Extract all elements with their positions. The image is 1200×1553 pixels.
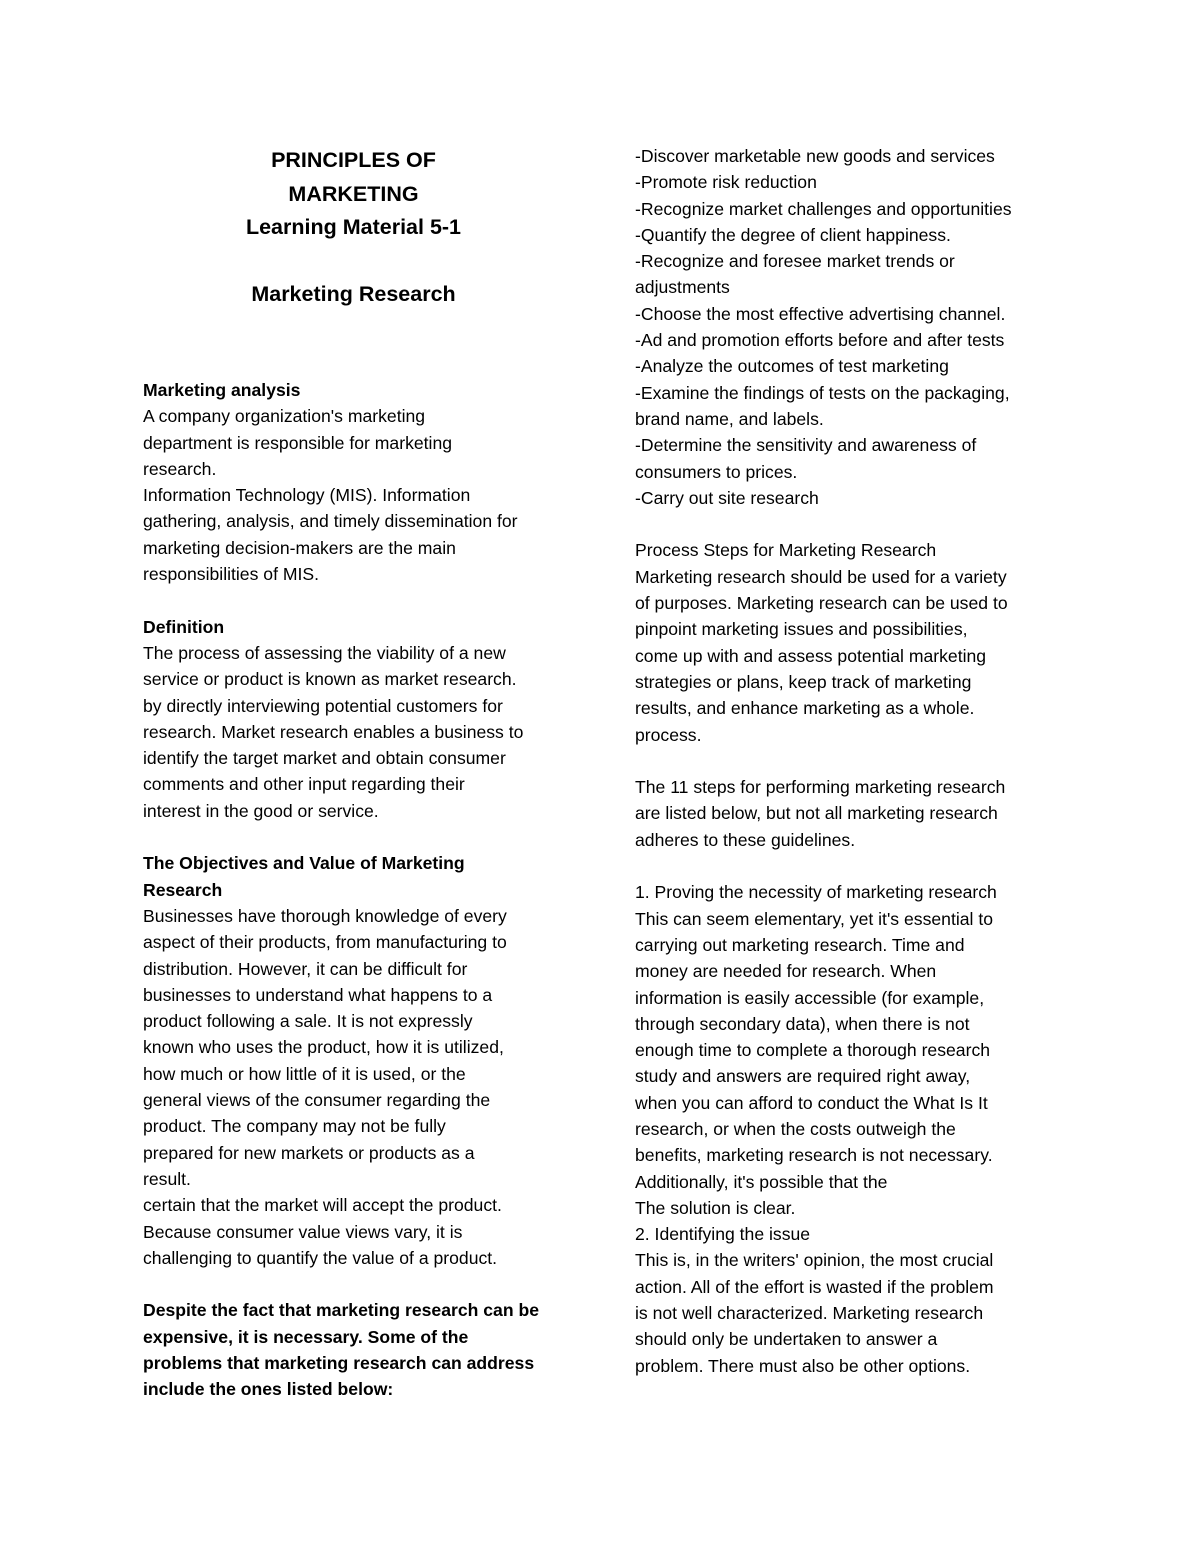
section-process-steps [635, 537, 1075, 747]
section-step-1 [635, 879, 1075, 1221]
right-column [635, 143, 1075, 1379]
text-line: information is easily accessible (for example, [635, 987, 985, 1008]
section-heading: Marketing analysis [143, 380, 301, 400]
list-item: brand name, and labels. [635, 408, 824, 429]
list-item: -Examine the findings of tests on the packaging, [635, 382, 1010, 403]
text-line: problems that marketing research can address [143, 1352, 535, 1373]
text-line: identify the target market and obtain consumer [143, 748, 506, 769]
text-line: how much or how little of it is used, or the [143, 1063, 466, 1084]
text-line: Businesses have thorough knowledge of every [143, 905, 507, 926]
text-line: certain that the market will accept the product. [143, 1195, 502, 1216]
section-heading: Process Steps for Marketing Research [635, 540, 937, 561]
text-line: responsibilities of MIS. [143, 564, 320, 585]
section-eleven-steps [635, 774, 1075, 853]
list-item: -Recognize and foresee market trends or [635, 251, 955, 272]
text-line: process. [635, 724, 702, 745]
text-line: product following a sale. It is not expressly [143, 1011, 473, 1032]
document-title [143, 144, 564, 312]
text-line: The 11 steps for performing marketing research [635, 777, 1006, 798]
text-line: challenging to quantify the value of a product. [143, 1247, 498, 1268]
list-item: consumers to prices. [635, 461, 798, 482]
section-problems-intro [143, 1297, 575, 1402]
text-line: come up with and assess potential marketing [635, 645, 987, 666]
text-line: aspect of their products, from manufacturing to [143, 932, 507, 953]
text-line: benefits, marketing research is not necessary. [635, 1145, 993, 1166]
text-line: Information Technology (MIS). Information [143, 485, 471, 506]
title-line-1: PRINCIPLES OF [271, 148, 436, 172]
text-line: result. [143, 1168, 191, 1189]
text-line: businesses to understand what happens to a [143, 984, 493, 1005]
text-line: product. The company may not be fully [143, 1116, 446, 1137]
text-line: is not well characterized. Marketing research [635, 1303, 984, 1324]
title-line-2: MARKETING [288, 181, 419, 206]
text-line: Despite the fact that marketing research can be [143, 1300, 539, 1321]
list-item: -Determine the sensitivity and awareness of [635, 435, 977, 456]
text-line: are listed below, but not all marketing research [635, 803, 998, 824]
text-line: results, and enhance marketing as a whole. [635, 698, 975, 719]
text-line: A company organization's marketing [143, 406, 426, 427]
section-objectives [143, 850, 575, 1271]
text-line: pinpoint marketing issues and possibilities, [635, 619, 968, 640]
text-line: Because consumer value views vary, it is [143, 1221, 463, 1242]
list-item: -Choose the most effective advertising channel. [635, 303, 1006, 324]
text-line: through secondary data), when there is not [635, 1013, 970, 1034]
title-line-4: Marketing Research [251, 282, 456, 306]
text-line: distribution. However, it can be difficult for [143, 958, 468, 979]
section-marketing-analysis [143, 377, 575, 587]
text-line: research. [143, 458, 217, 479]
list-item: -Ad and promotion efforts before and after tests [635, 330, 1005, 351]
left-column [143, 377, 575, 1403]
list-item: -Discover marketable new goods and services [635, 146, 995, 166]
section-definition [143, 614, 575, 824]
list-item: -Promote risk reduction [635, 172, 817, 193]
text-line: money are needed for research. When [635, 961, 937, 982]
list-item: adjustments [635, 277, 730, 298]
text-line: problem. There must also be other options. [635, 1355, 971, 1376]
text-line: Marketing research should be used for a variety [635, 566, 1007, 587]
text-line: by directly interviewing potential customers for [143, 695, 503, 716]
text-line: action. All of the effort is wasted if the problem [635, 1276, 994, 1297]
list-item: -Analyze the outcomes of test marketing [635, 356, 949, 377]
text-line: prepared for new markets or products as a [143, 1142, 475, 1163]
text-line: The solution is clear. [635, 1197, 796, 1218]
text-line: of purposes. Marketing research can be used to [635, 593, 1008, 614]
step-heading: 1. Proving the necessity of marketing research [635, 882, 997, 903]
text-line: comments and other input regarding their [143, 774, 465, 795]
text-line: study and answers are required right away, [635, 1066, 971, 1087]
list-item: -Carry out site research [635, 487, 819, 508]
text-line: department is responsible for marketing [143, 432, 453, 453]
text-line: interest in the good or service. [143, 800, 379, 821]
list-item: -Recognize market challenges and opportunities [635, 198, 1012, 219]
text-line: should only be undertaken to answer a [635, 1329, 938, 1350]
text-line: research. Market research enables a business to [143, 721, 524, 742]
text-line: carrying out marketing research. Time and [635, 934, 965, 955]
text-line: This can seem elementary, yet it's essential to [635, 908, 993, 929]
text-line: enough time to complete a thorough research [635, 1040, 991, 1061]
list-item: -Quantify the degree of client happiness. [635, 224, 951, 245]
section-heading: Research [143, 879, 223, 900]
section-heading: The Objectives and Value of Marketing [143, 853, 465, 874]
text-line: expensive, it is necessary. Some of the [143, 1326, 469, 1347]
text-line: gathering, analysis, and timely dissemination for [143, 511, 518, 532]
step-heading: 2. Identifying the issue [635, 1224, 811, 1245]
text-line: when you can afford to conduct the What Is It [635, 1092, 988, 1113]
problem-list [635, 143, 1075, 511]
text-line: include the ones listed below: [143, 1379, 394, 1400]
text-line: service or product is known as market research. [143, 669, 517, 690]
text-line: This is, in the writers' opinion, the most crucial [635, 1250, 994, 1271]
text-line: general views of the consumer regarding the [143, 1090, 491, 1111]
text-line: research, or when the costs outweigh the [635, 1118, 956, 1139]
text-line: The process of assessing the viability of a new [143, 642, 506, 663]
section-step-2 [635, 1221, 1075, 1379]
title-line-3: Learning Material 5-1 [245, 215, 462, 239]
text-line: Additionally, it's possible that the [635, 1171, 888, 1192]
text-line: adheres to these guidelines. [635, 829, 856, 850]
text-line: strategies or plans, keep track of marketing [635, 671, 972, 692]
section-heading: Definition [143, 616, 225, 637]
text-line: known who uses the product, how it is utilized, [143, 1037, 504, 1058]
text-line: marketing decision-makers are the main [143, 537, 456, 558]
